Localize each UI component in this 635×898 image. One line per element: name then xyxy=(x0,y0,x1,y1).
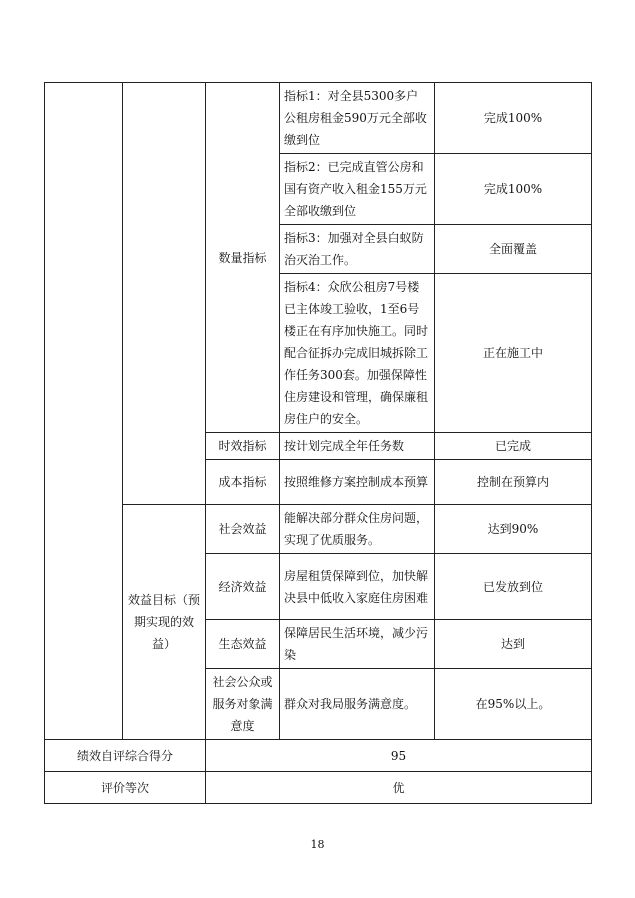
grade-label: 评价等次 xyxy=(45,772,206,804)
economic-label: 经济效益 xyxy=(206,554,280,620)
quantity-label: 数量指标 xyxy=(206,83,280,433)
benefit-label: 效益目标（预期实现的效益） xyxy=(123,505,206,740)
eco-content: 保障居民生活环境，减少污染 xyxy=(280,620,435,669)
score-label: 绩效自评综合得分 xyxy=(45,740,206,772)
q4-value: 正在施工中 xyxy=(435,274,592,433)
satisfaction-value: 在95%以上。 xyxy=(435,669,592,740)
blank-cell-inner xyxy=(123,83,206,505)
q2-value: 完成100% xyxy=(435,154,592,225)
performance-table xyxy=(44,82,592,804)
cost-value: 控制在预算内 xyxy=(435,460,592,505)
q1-content: 指标1：对全县5300多户公租房租金590万元全部收缴到位 xyxy=(280,83,435,154)
q1-value: 完成100% xyxy=(435,83,592,154)
satisfaction-label: 社会公众或服务对象满意度 xyxy=(206,669,280,740)
satisfaction-content: 群众对我局服务满意度。 xyxy=(280,669,435,740)
grade-value: 优 xyxy=(206,772,592,804)
social-content: 能解决部分群众住房问题，实现了优质服务。 xyxy=(280,505,435,554)
q3-content: 指标3：加强对全县白蚁防治灭治工作。 xyxy=(280,225,435,274)
timeliness-label: 时效指标 xyxy=(206,433,280,460)
q3-value: 全面覆盖 xyxy=(435,225,592,274)
social-label: 社会效益 xyxy=(206,505,280,554)
cost-content: 按照维修方案控制成本预算 xyxy=(280,460,435,505)
blank-cell-outer xyxy=(45,83,123,740)
q2-content: 指标2：已完成直管公房和国有资产收入租金155万元全部收缴到位 xyxy=(280,154,435,225)
cost-label: 成本指标 xyxy=(206,460,280,505)
social-value: 达到90% xyxy=(435,505,592,554)
q4-content: 指标4：众欣公租房7号楼已主体竣工验收，1至6号楼正在有序加快施工。同时配合征拆办完成旧城拆除工作任务300套。加强保障性住房建设和管理，确保廉租房住户的安全。 xyxy=(280,274,435,433)
economic-value: 已发放到位 xyxy=(435,554,592,620)
score-value: 95 xyxy=(206,740,592,772)
page-number: 18 xyxy=(310,838,325,851)
time-content: 按计划完成全年任务数 xyxy=(280,433,435,460)
time-value: 已完成 xyxy=(435,433,592,460)
eco-value: 达到 xyxy=(435,620,592,669)
economic-content: 房屋租赁保障到位，加快解决县中低收入家庭住房困难 xyxy=(280,554,435,620)
eco-label: 生态效益 xyxy=(206,620,280,669)
